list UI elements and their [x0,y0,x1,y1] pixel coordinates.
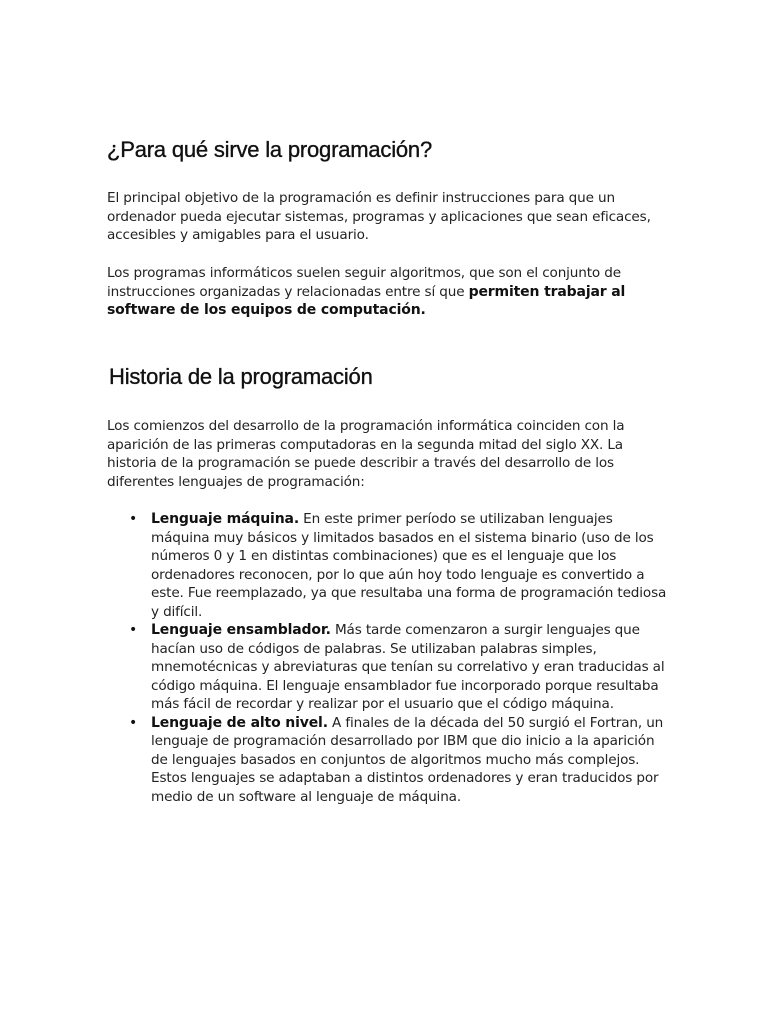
heading-historia: Historia de la programación [109,364,373,389]
bullet-icon: • [129,714,138,731]
list-item-lenguaje-alto-nivel [107,714,667,807]
list-item-term: Lenguaje de alto nivel. [151,714,328,731]
list-item-text: Más tarde comenzaron a surgir lenguajes que hacían uso de códigos de palabras. Se utilizaban palabras simples, mnemotécnicas y abreviaturas que tenían su correlativo y eran traducidas al código máquina. El lenguaje ensamblador fue incorporado porque resultaba más fácil de recordar y realizar por el usuario que el código máquina. [151,622,665,712]
bullet-icon: • [129,511,138,527]
lenguajes-list [107,510,667,806]
list-item-text: A finales de la década del 50 surgió el Fortran, un lenguaje de programación desarrollado por IBM que dio inicio a la aparición de lenguajes basados en conjuntos de algoritmos mucho más complejos. Estos lenguajes se adaptaban a distintos ordenadores y eran traducidos por medio de un software al lenguaje de máquina. [151,714,664,805]
list-item-text: En este primer período se utilizaban lenguajes máquina muy básicos y limitados basados en el sistema binario (uso de los números 0 y 1 en distintas combinaciones) que es el lenguaje que los ordenadores reconocen, por lo que aún hoy todo lenguaje es convertido a este. Fue reemplazado, ya que resultaba una forma de programación tediosa y difícil. [151,511,667,620]
list-item-term: Lenguaje ensamblador. [151,622,331,638]
paragraph-algoritmos [107,264,667,320]
heading-para-que-sirve: ¿Para qué sirve la programación? [107,137,432,162]
paragraph-historia-intro: Los comienzos del desarrollo de la programación informática coinciden con la aparición de las primeras computadoras en la segunda mitad del siglo XX. La historia de la programación se puede describir a través del desarrollo de los diferentes lenguajes de programación: [107,418,625,490]
bullet-icon: • [129,622,138,638]
list-item-term: Lenguaje máquina. [151,511,299,527]
list-item-lenguaje-maquina [107,510,667,621]
paragraph-algoritmos-strong: permiten trabajar al software de los equipos de computación. [107,283,626,318]
paragraph-objetivo: El principal objetivo de la programación es definir instrucciones para que un ordenador pueda ejecutar sistemas, programas y aplicaciones que sean eficaces, accesibles y amigables para el usuario. [107,190,651,243]
list-item-lenguaje-ensamblador [107,621,667,714]
paragraph-algoritmos-text: Los programas informáticos suelen seguir algoritmos, que son el conjunto de instrucciones organizadas y relacionadas entre sí que [107,265,621,300]
